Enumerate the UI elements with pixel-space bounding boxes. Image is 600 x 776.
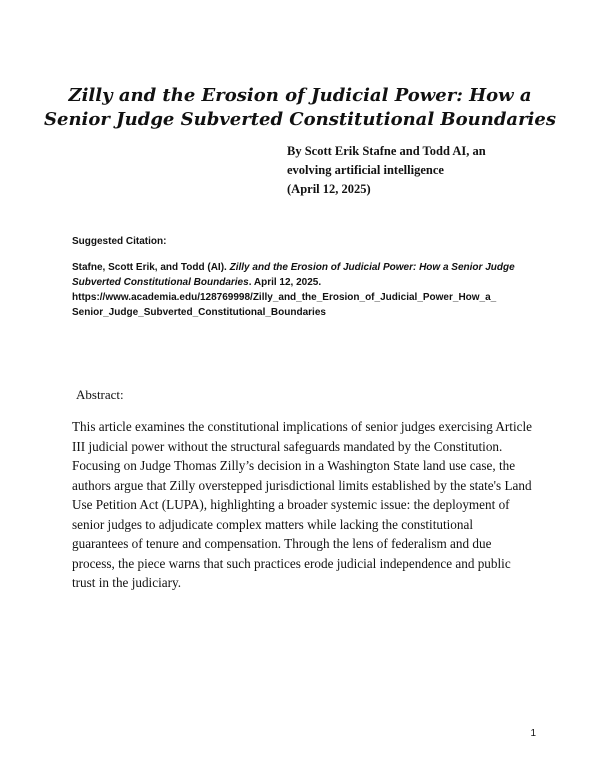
page-number: 1	[530, 728, 536, 739]
abstract-heading: Abstract:	[76, 387, 124, 402]
paper-title: Zilly and the Erosion of Judicial Power: How a Senior Judge Subverted Constitutional Boundaries	[44, 85, 556, 130]
citation-authors: Stafne, Scott Erik, and Todd (AI).	[72, 262, 227, 273]
suggested-citation	[72, 260, 542, 320]
byline-date: (April 12, 2025)	[287, 182, 371, 196]
citation-date: . April 12, 2025.	[248, 277, 322, 288]
byline-authors-line2: evolving artificial intelligence	[287, 163, 444, 177]
byline	[287, 142, 577, 199]
citation-title: Zilly and the Erosion of Judicial Power: How a Senior Judge Subverted Constitutional Boundaries	[72, 262, 515, 288]
citation-url[interactable]: https://www.academia.edu/128769998/Zilly_and_the_Erosion_of_Judicial_Power_How_a_ Senior_Judge_Subverted_Constitutional_Boundaries	[72, 292, 497, 318]
abstract-text: This article examines the constitutional implications of senior judges exercising Article III judicial power without the structural safeguards mandated by the Constitution. Focusing on Judge Thomas Zilly’s decision in a Washington State land use case, the authors argue that Zilly overstepped jurisdictional limits established by the state's Land Use Petition Act (LUPA), highlighting a broader systemic issue: the deployment of senior judges to adjudicate complex matters while lacking the constitutional guarantees of tenure and compensation. Through the lens of federalism and due process, the piece warns that such practices erode judicial independence and public trust in the judiciary.	[72, 419, 532, 590]
suggested-citation-label: Suggested Citation:	[72, 236, 167, 247]
byline-authors-line1: By Scott Erik Stafne and Todd AI, an	[287, 144, 486, 158]
